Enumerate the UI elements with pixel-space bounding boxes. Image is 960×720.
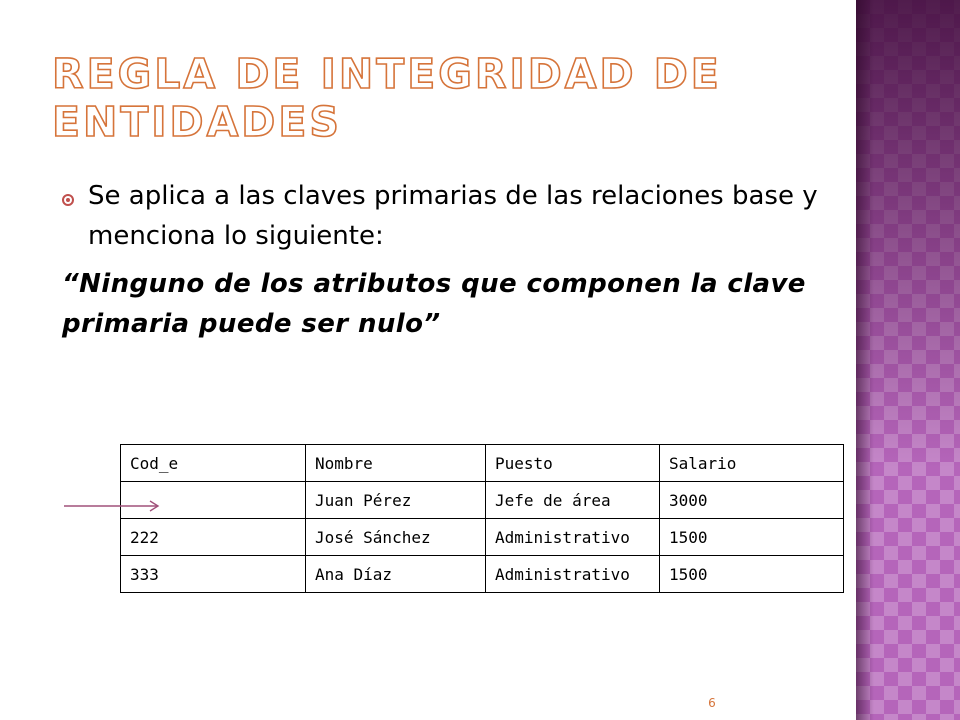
arrow-right-icon: [62, 496, 162, 516]
employees-table: [120, 444, 844, 593]
table-cell: Ana Díaz: [306, 556, 486, 593]
table-cell: Juan Pérez: [306, 482, 486, 519]
header-cell: Puesto: [486, 445, 660, 482]
header-cell: Nombre: [306, 445, 486, 482]
bullet-circle-icon: [62, 194, 74, 206]
quote-text: “Ninguno de los atributos que componen la clave primaria puede ser nulo”: [62, 269, 806, 339]
header-cell: Salario: [660, 445, 844, 482]
table-cell: 333: [121, 556, 306, 593]
table-cell: Administrativo: [486, 556, 660, 593]
bullet-text: Se aplica a las claves primarias de las relaciones base y menciona lo siguiente:: [88, 181, 818, 251]
table-cell: 1500: [660, 519, 844, 556]
header-cell: Cod_e: [121, 445, 306, 482]
side-band-edge: [856, 0, 874, 720]
table-cell: Administrativo: [486, 519, 660, 556]
table-cell: 222: [121, 519, 306, 556]
table-row: [121, 519, 844, 556]
title-line-1: REGLA DE INTEGRIDAD DE: [52, 50, 722, 98]
table-cell: Jefe de área: [486, 482, 660, 519]
table-row: [121, 482, 844, 519]
table-cell: 3000: [660, 482, 844, 519]
slide-title: [52, 50, 852, 146]
table-cell: José Sánchez: [306, 519, 486, 556]
table-header-row: [121, 445, 844, 482]
page-number: 6: [708, 696, 716, 710]
table-cell: 1500: [660, 556, 844, 593]
title-line-2: ENTIDADES: [52, 98, 342, 146]
table-row: [121, 556, 844, 593]
